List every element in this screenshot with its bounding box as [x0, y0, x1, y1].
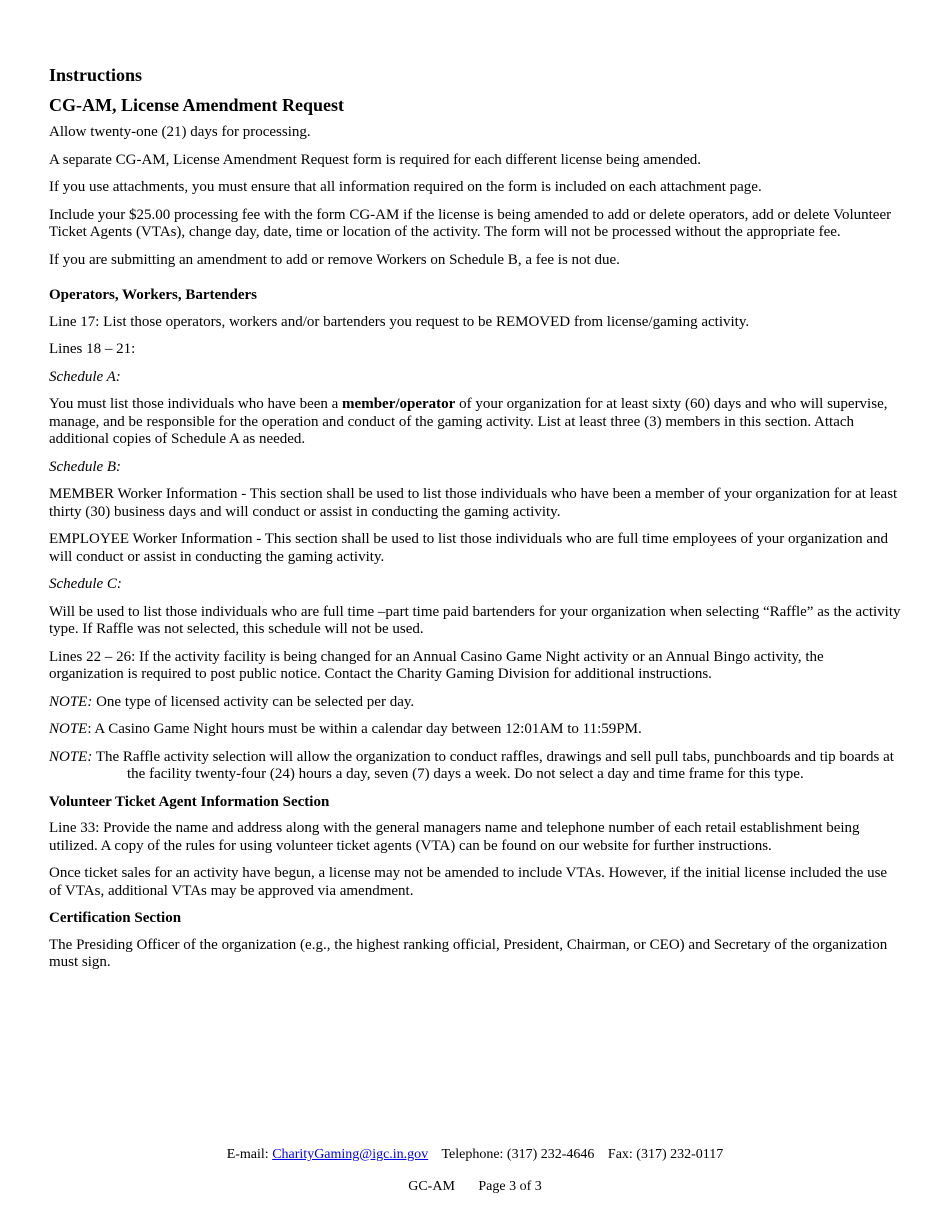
- note-text: One type of licensed activity can be selected per day.: [92, 693, 415, 710]
- intro-paragraph: Include your $25.00 processing fee with the form CG-AM if the license is being amended to add or delete operators, add or delete Volunteer Ticket Agents (VTAs), change day, date, time or location of the activity. The form will not be processed without the appropriate fee.: [49, 206, 892, 240]
- note-label: NOTE:: [49, 693, 93, 710]
- telephone-text: Telephone: (317) 232-4646: [441, 1147, 595, 1162]
- schedule-c-label: Schedule C:: [49, 576, 122, 592]
- vta-once-text: Once ticket sales for an activity have begun, a license may not be amended to include VTAs. However, if the initial license included the use of VTAs, additional VTAs may be approved via amendment.: [49, 865, 888, 899]
- footer-page-info: [0, 1179, 950, 1195]
- intro-paragraph: A separate CG-AM, License Amendment Request form is required for each different license being amended.: [49, 151, 702, 168]
- form-code: GC-AM: [408, 1179, 455, 1194]
- schedule-a-text-bold: member/operator: [342, 396, 456, 412]
- footer-contact: [0, 1147, 950, 1163]
- fax-text: Fax: (317) 232-0117: [607, 1147, 724, 1162]
- intro-paragraph: If you use attachments, you must ensure that all information required on the form is included on each attachment page.: [49, 179, 762, 195]
- intro-paragraph: Allow twenty-one (21) days for processing.: [49, 124, 311, 140]
- page-number: Page 3 of 3: [478, 1179, 542, 1194]
- section-heading-operators: Operators, Workers, Bartenders: [49, 287, 258, 303]
- note-label: NOTE:: [49, 748, 93, 765]
- section-heading-vta: Volunteer Ticket Agent Information Section: [49, 793, 330, 810]
- section-heading-certification: Certification Section: [49, 910, 182, 926]
- note-text: The Raffle activity selection will allow the organization to conduct raffles, drawings and sell pull tabs, punchboards and tip boards at the facility twenty-four (24) hours a day, seven (7) days a week. Do not select a day and time frame for this type.: [92, 748, 894, 782]
- note: [49, 694, 901, 712]
- line33-text: Line 33: Provide the name and address along with the general managers name and telephone number of each retail establishment being utilized. A copy of the rules for using volunteer ticket agents (VTA) can be found on our website for further instructions.: [49, 820, 860, 854]
- lines18-21-text: Lines 18 – 21:: [49, 341, 136, 357]
- schedule-b-employee-text: EMPLOYEE Worker Information - This section shall be used to list those individuals who are full time employees of your organization and will conduct or assist in conducting the gaming activity.: [49, 531, 889, 565]
- schedule-a-text: [49, 396, 901, 449]
- schedule-a-label: Schedule A:: [49, 368, 121, 385]
- note: [49, 721, 901, 739]
- page-title: Instructions: [49, 65, 143, 85]
- note: [49, 749, 901, 784]
- line17-text: Line 17: List those operators, workers and/or bartenders you request to be REMOVED from license/gaming activity.: [49, 313, 750, 330]
- note-label: NOTE: [49, 721, 88, 737]
- intro-paragraph: If you are submitting an amendment to add or remove Workers on Schedule B, a fee is not due.: [49, 251, 620, 268]
- certification-text: The Presiding Officer of the organization (e.g., the highest ranking official, President, Chairman, or CEO) and Secretary of the organization must sign.: [49, 936, 888, 970]
- schedule-c-text: Will be used to list those individuals who are full time –part time paid bartenders for your organization when selecting “Raffle” as the activity type. If Raffle was not selected, this schedule will not be used.: [49, 603, 901, 637]
- schedule-b-label: Schedule B:: [49, 458, 122, 475]
- lines22-26-text: Lines 22 – 26: If the activity facility is being changed for an Annual Casino Game Night activity or an Annual Bingo activity, the organization is required to post public notice. Contact the Charity Gaming Division for additional instructions.: [49, 648, 824, 682]
- form-subtitle: CG-AM, License Amendment Request: [49, 95, 344, 115]
- schedule-a-text-post: of your organization for at least sixty (60) days and who will supervise, manage, and be responsible for the operation and conduct of the gaming activity. List at least three (3) members in this section. Attach additional copies of Schedule A as needed.: [49, 396, 888, 447]
- email-link[interactable]: CharityGaming@igc.in.gov: [272, 1147, 429, 1162]
- note-text: : A Casino Game Night hours must be within a calendar day between 12:01AM to 11:59PM.: [87, 721, 642, 737]
- schedule-b-member-text: MEMBER Worker Information - This section shall be used to list those individuals who have been a member of your organization for at least thirty (30) business days and will conduct or assist in conducting the gaming activity.: [49, 486, 898, 520]
- instructions-page: [49, 64, 901, 982]
- schedule-a-text-pre: You must list those individuals who have been a: [49, 396, 343, 412]
- email-label: E-mail:: [226, 1147, 273, 1162]
